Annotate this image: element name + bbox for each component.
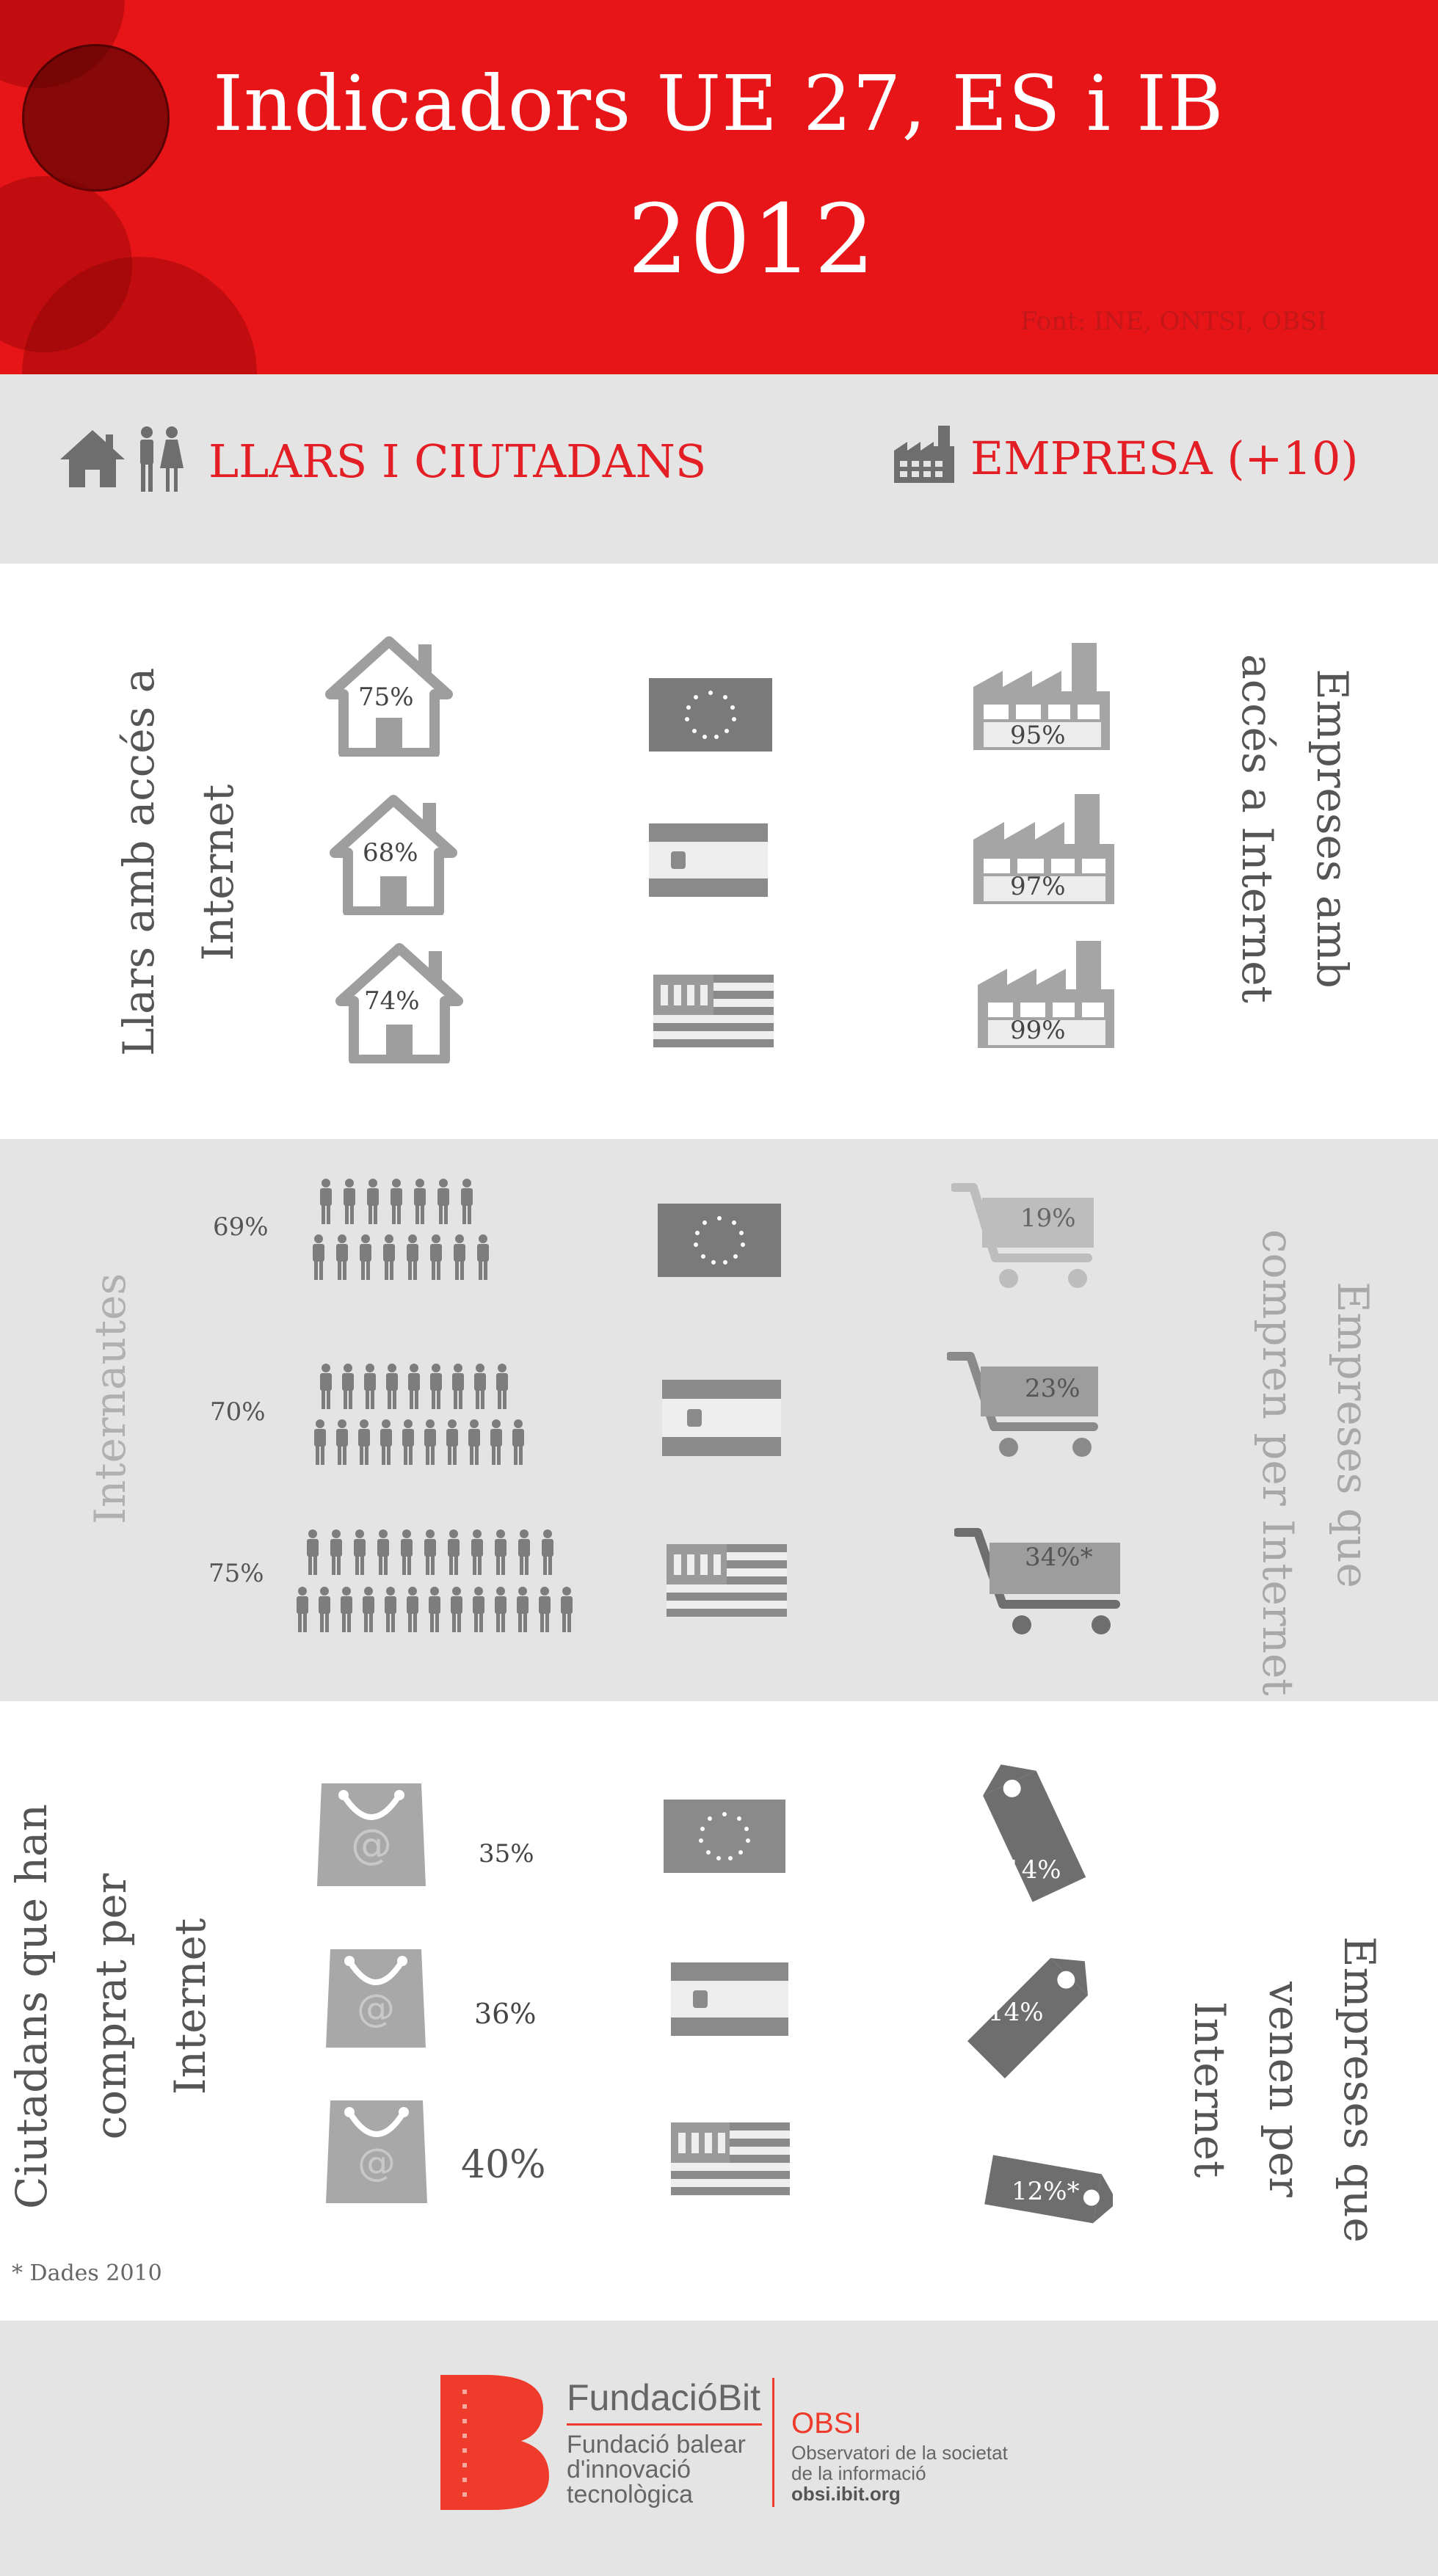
page-year: 2012 — [628, 183, 876, 295]
page-title: Indicadors UE 27, ES i IB — [213, 59, 1224, 148]
spain-flag-icon — [649, 823, 768, 897]
spain-flag-icon — [671, 1962, 788, 2036]
eu-flag-icon — [664, 1800, 785, 1873]
citizens-ib-value: 40% — [461, 2143, 546, 2187]
sales-eu-value: 14% — [1006, 1855, 1061, 1885]
sales-es-value: 14% — [988, 1998, 1044, 2027]
eu-flag-icon — [658, 1204, 781, 1277]
divider — [567, 2423, 762, 2426]
footer-brand-subtitle: Fundació balear d'innovació tecnològica — [567, 2431, 746, 2508]
label-internet-users: Internautes — [85, 1273, 135, 1524]
footer-obsi: OBSI — [791, 2407, 862, 2439]
label-business-internet: Empreses amb accés a Internet — [1232, 654, 1357, 1003]
spain-flag-icon — [662, 1380, 781, 1456]
factory-icon — [893, 424, 956, 484]
shopping-bag-icon — [314, 1778, 429, 1889]
category-business: EMPRESA (+10) — [970, 432, 1359, 485]
people-group-icon — [313, 1364, 540, 1469]
price-tag-icon — [976, 1764, 1094, 1911]
footer-obsi-subtitle: Observatori de la societat de la informació obsi.ibit.org — [791, 2442, 1008, 2505]
people-group-icon — [295, 1529, 589, 1638]
households-ib-value: 74% — [364, 986, 420, 1016]
citizens-es-value: 36% — [474, 1998, 537, 2030]
internauts-es-value: 70% — [210, 1397, 266, 1427]
balearic-flag-icon — [653, 975, 774, 1048]
households-es-value: 68% — [363, 838, 418, 867]
house-icon — [57, 427, 128, 489]
business-es-value: 97% — [1010, 872, 1066, 901]
shopping-bag-icon — [323, 1945, 429, 2051]
divider — [772, 2378, 774, 2507]
sales-ib-value: 12%* — [1012, 2177, 1080, 2206]
category-households: LLARS I CIUTADANS — [208, 434, 707, 488]
fundaciobit-logo-icon — [440, 2375, 549, 2510]
svg-text:@: @ — [357, 2141, 396, 2185]
source-note: Font: INE, ONTSI, OBSI — [1020, 307, 1327, 336]
eu-flag-icon — [649, 678, 772, 752]
label-citizens-bought-online: Ciutadans que han comprat per Internet — [7, 1804, 215, 2209]
business-eu-value: 95% — [1010, 721, 1066, 750]
balearic-flag-icon — [671, 2122, 790, 2196]
internauts-eu-value: 69% — [213, 1212, 269, 1242]
balearic-flag-icon — [667, 1544, 787, 1618]
shopping-cart-icon — [947, 1350, 1107, 1460]
decor-circle — [22, 44, 170, 192]
households-eu-value: 75% — [358, 683, 414, 712]
citizens-eu-value: 35% — [479, 1839, 534, 1869]
label-business-buy-online: Empreses que compren per Internet — [1253, 1229, 1378, 1696]
label-households-internet: Llars amb accés a Internet — [114, 667, 243, 1056]
purchases-es-value: 23% — [1025, 1374, 1081, 1403]
shopping-cart-icon — [951, 1182, 1098, 1292]
purchases-eu-value: 19% — [1020, 1204, 1076, 1233]
footnote: * Dades 2010 — [12, 2260, 162, 2286]
footer-brand: FundacióBit — [567, 2377, 761, 2418]
couple-icon — [134, 426, 186, 493]
people-group-icon — [311, 1179, 524, 1284]
purchases-ib-value: 34%* — [1025, 1543, 1093, 1572]
label-business-sell-online: Empreses que venen per Internet — [1185, 1936, 1384, 2243]
svg-text:@: @ — [351, 1821, 392, 1869]
internauts-ib-value: 75% — [208, 1559, 264, 1588]
svg-text:@: @ — [357, 1987, 395, 2031]
business-ib-value: 99% — [1010, 1016, 1066, 1045]
shopping-bag-icon — [323, 2096, 430, 2206]
